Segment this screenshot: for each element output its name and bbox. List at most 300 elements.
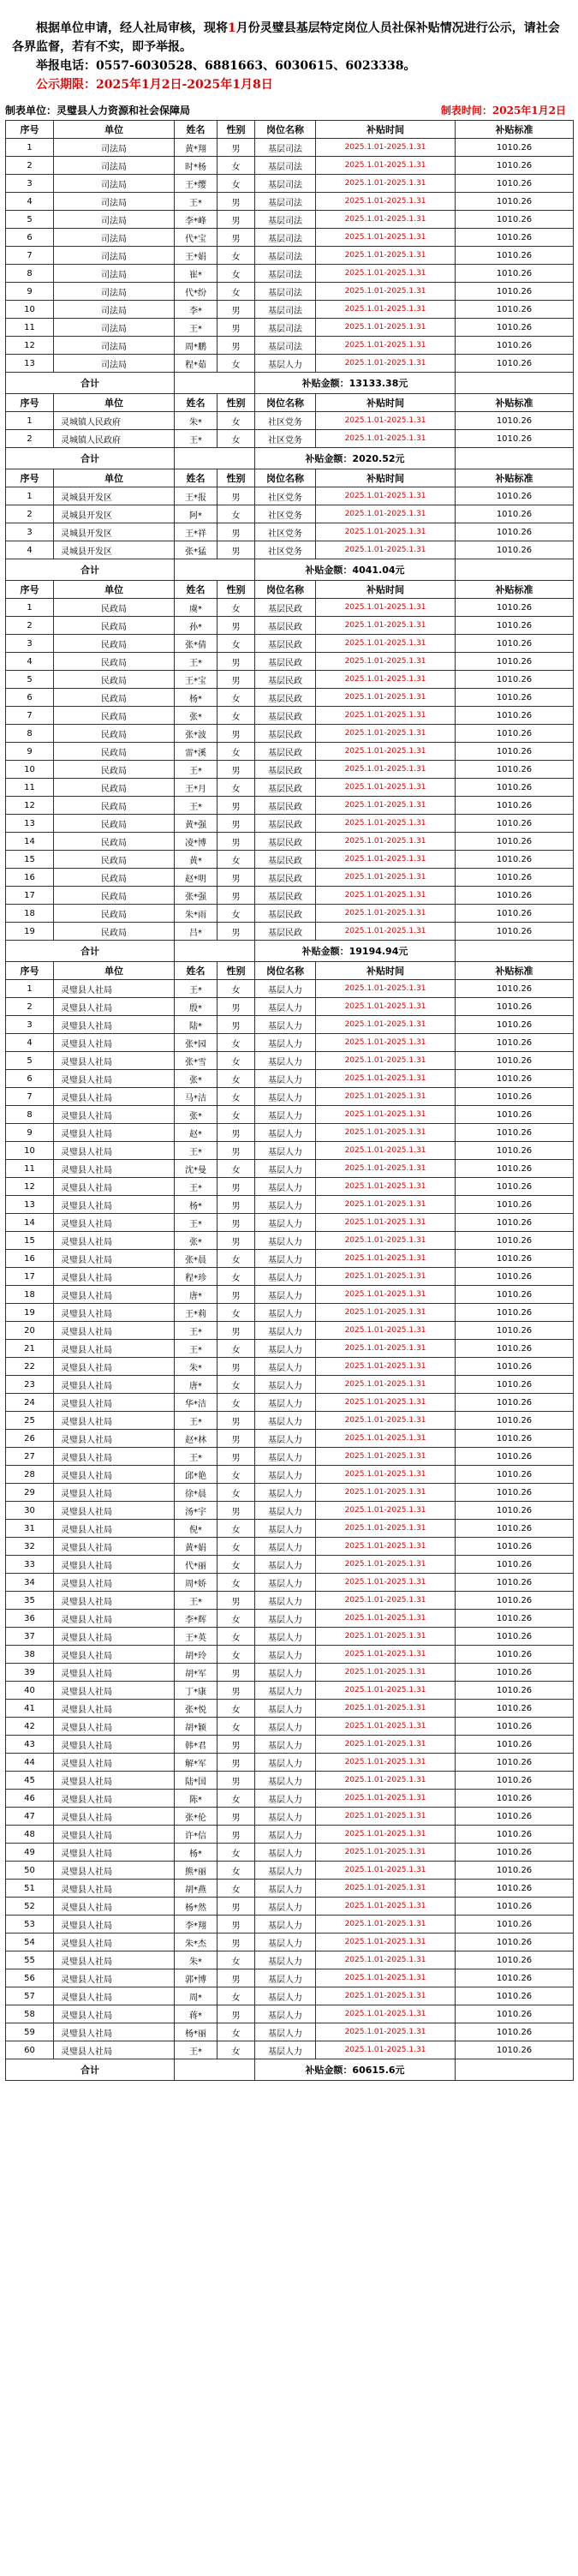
table-row — [6, 779, 574, 797]
table-cell: 6 — [6, 229, 54, 247]
table-cell: 王*月 — [175, 779, 217, 797]
table-cell: 基层人力 — [255, 1070, 316, 1088]
table-cell: 2025.1.01-2025.1.31 — [316, 1124, 456, 1142]
table-cell: 女 — [217, 430, 255, 448]
table-cell: 王* — [175, 2041, 217, 2059]
table-row — [6, 1070, 574, 1088]
table-cell: 司法局 — [54, 355, 175, 373]
table-cell: 基层人力 — [255, 1969, 316, 1987]
table-cell: 1010.26 — [456, 1664, 574, 1682]
table-cell: 女 — [217, 689, 255, 707]
table-cell: 8 — [6, 265, 54, 283]
table-cell: 基层民政 — [255, 725, 316, 743]
table-cell: 1010.26 — [456, 1412, 574, 1430]
table-cell: 2025.1.01-2025.1.31 — [316, 635, 456, 653]
table-cell: 司法局 — [54, 265, 175, 283]
table-cell: 基层人力 — [255, 2005, 316, 2023]
table-row — [6, 887, 574, 905]
total-row — [6, 373, 574, 394]
table-cell: 2025.1.01-2025.1.31 — [316, 815, 456, 833]
table-cell: 13 — [6, 355, 54, 373]
table-cell: 1010.26 — [456, 265, 574, 283]
table-cell: 王*报 — [175, 487, 217, 505]
table-cell: 基层人力 — [255, 355, 316, 373]
table-cell: 男 — [217, 301, 255, 319]
table-cell: 基层人力 — [255, 1610, 316, 1628]
table-row — [6, 1250, 574, 1268]
table-cell: 52 — [6, 1898, 54, 1916]
table-cell: 陆* — [175, 1016, 217, 1034]
table-cell: 1010.26 — [456, 283, 574, 301]
table-cell: 唐* — [175, 1286, 217, 1304]
table-cell: 杨* — [175, 1844, 217, 1862]
table-cell: 灵璧县人社局 — [54, 1106, 175, 1124]
table-cell: 司法局 — [54, 337, 175, 355]
table-row — [6, 761, 574, 779]
table-cell: 女 — [217, 1880, 255, 1898]
table-row — [6, 833, 574, 851]
table-cell: 灵璧县人社局 — [54, 1250, 175, 1268]
table-cell: 基层人力 — [255, 1718, 316, 1736]
table-cell: 女 — [217, 175, 255, 193]
table-cell: 赵*林 — [175, 1430, 217, 1448]
table-cell: 1010.26 — [456, 1754, 574, 1772]
table-cell: 黄* — [175, 851, 217, 869]
table-cell: 社区党务 — [255, 505, 316, 523]
table-cell: 49 — [6, 1844, 54, 1862]
table-cell: 基层司法 — [255, 229, 316, 247]
notice-intro-post: 月份灵璧县基层特定岗位人员社保补贴情况进行公示，请社会各界监督，若有不实，即予举报。 — [12, 21, 560, 54]
table-cell: 基层民政 — [255, 833, 316, 851]
table-cell: 2025.1.01-2025.1.31 — [316, 265, 456, 283]
table-cell: 基层人力 — [255, 1016, 316, 1034]
table-cell: 1010.26 — [456, 1592, 574, 1610]
table-cell: 25 — [6, 1412, 54, 1430]
table-cell: 1010.26 — [456, 355, 574, 373]
table-cell: 1010.26 — [456, 1790, 574, 1808]
table-cell: 40 — [6, 1682, 54, 1700]
table-cell: 代*宝 — [175, 229, 217, 247]
table-cell: 基层人力 — [255, 1358, 316, 1376]
table-cell: 1010.26 — [456, 998, 574, 1016]
table-cell: 民政局 — [54, 761, 175, 779]
table-cell: 男 — [217, 1664, 255, 1682]
table-cell: 社区党务 — [255, 430, 316, 448]
table-cell: 16 — [6, 1250, 54, 1268]
table-cell: 王*祥 — [175, 523, 217, 541]
table-cell: 1010.26 — [456, 1304, 574, 1322]
table-cell: 20 — [6, 1322, 54, 1340]
table-cell: 3 — [6, 175, 54, 193]
table-cell: 黄*娟 — [175, 1538, 217, 1556]
table-cell: 2025.1.01-2025.1.31 — [316, 139, 456, 157]
table-row — [6, 1466, 574, 1484]
column-header: 性别 — [217, 121, 255, 139]
table-cell: 14 — [6, 1214, 54, 1232]
table-cell: 4 — [6, 653, 54, 671]
table-cell: 郭*博 — [175, 1969, 217, 1987]
total-spacer — [456, 373, 574, 394]
table-cell: 陆*国 — [175, 1772, 217, 1790]
table-cell: 2025.1.01-2025.1.31 — [316, 1142, 456, 1160]
table-cell: 灵璧县人社局 — [54, 1340, 175, 1358]
table-cell: 灵璧县人社局 — [54, 1933, 175, 1951]
table-row — [6, 1304, 574, 1322]
table-cell: 1010.26 — [456, 1016, 574, 1034]
table-cell: 灵璧县人社局 — [54, 1124, 175, 1142]
table-cell: 徐*晨 — [175, 1484, 217, 1502]
table-cell: 基层人力 — [255, 1916, 316, 1933]
table-cell: 基层司法 — [255, 265, 316, 283]
table-cell: 5 — [6, 211, 54, 229]
table-cell: 女 — [217, 265, 255, 283]
table-cell: 1010.26 — [456, 193, 574, 211]
table-cell: 19 — [6, 1304, 54, 1322]
table-row — [6, 1610, 574, 1628]
table-cell: 基层人力 — [255, 1502, 316, 1520]
table-cell: 李*翔 — [175, 1916, 217, 1933]
total-row — [6, 941, 574, 962]
table-cell: 39 — [6, 1664, 54, 1682]
table-cell: 灵璧县人社局 — [54, 1070, 175, 1088]
table-cell: 基层司法 — [255, 157, 316, 175]
table-cell: 灵璧县人社局 — [54, 1304, 175, 1322]
table-cell: 灵璧县人社局 — [54, 1160, 175, 1178]
table-cell: 4 — [6, 193, 54, 211]
table-cell: 朱* — [175, 1358, 217, 1376]
table-cell: 灵城县开发区 — [54, 523, 175, 541]
table-cell: 12 — [6, 1178, 54, 1196]
report-phone: 举报电话：0557-6030528、6881663、6030615、6023338。 — [36, 59, 416, 73]
total-spacer — [175, 2059, 255, 2081]
table-cell: 1010.26 — [456, 229, 574, 247]
table-cell: 胡*燕 — [175, 1880, 217, 1898]
table-unit: 制表单位：灵璧县人力资源和社会保障局 — [5, 105, 191, 117]
table-cell: 8 — [6, 725, 54, 743]
table-cell: 邱*艳 — [175, 1466, 217, 1484]
table-cell: 10 — [6, 761, 54, 779]
table-cell: 2025.1.01-2025.1.31 — [316, 833, 456, 851]
table-cell: 38 — [6, 1646, 54, 1664]
column-header: 岗位名称 — [255, 394, 316, 412]
table-cell: 基层人力 — [255, 1268, 316, 1286]
table-cell: 56 — [6, 1969, 54, 1987]
table-row — [6, 743, 574, 761]
table-cell: 司法局 — [54, 301, 175, 319]
column-header: 性别 — [217, 962, 255, 980]
table-cell: 1010.26 — [456, 1646, 574, 1664]
table-cell: 灵璧县人社局 — [54, 1088, 175, 1106]
table-cell: 18 — [6, 905, 54, 923]
table-cell: 2025.1.01-2025.1.31 — [316, 1933, 456, 1951]
table-cell: 代*丽 — [175, 1556, 217, 1574]
table-row — [6, 1268, 574, 1286]
table-row — [6, 1628, 574, 1646]
table-cell: 基层司法 — [255, 319, 316, 337]
column-header: 补贴时间 — [316, 469, 456, 487]
subsidy-table-body — [6, 121, 574, 2081]
table-cell: 基层民政 — [255, 653, 316, 671]
table-cell: 1010.26 — [456, 1034, 574, 1052]
table-cell: 2025.1.01-2025.1.31 — [316, 1034, 456, 1052]
table-cell: 27 — [6, 1448, 54, 1466]
table-cell: 1010.26 — [456, 1628, 574, 1646]
subsidy-table — [5, 120, 574, 2081]
table-cell: 灵璧县人社局 — [54, 1664, 175, 1682]
table-row — [6, 653, 574, 671]
table-cell: 杨*丽 — [175, 2023, 217, 2041]
column-header: 姓名 — [175, 394, 217, 412]
table-cell: 男 — [217, 1754, 255, 1772]
table-cell: 2025.1.01-2025.1.31 — [316, 523, 456, 541]
table-cell: 男 — [217, 1142, 255, 1160]
table-cell: 2025.1.01-2025.1.31 — [316, 487, 456, 505]
table-cell: 1010.26 — [456, 1376, 574, 1394]
table-cell: 2025.1.01-2025.1.31 — [316, 1376, 456, 1394]
table-cell: 基层人力 — [255, 1178, 316, 1196]
table-cell: 民政局 — [54, 653, 175, 671]
table-cell: 2025.1.01-2025.1.31 — [316, 1088, 456, 1106]
table-cell: 2025.1.01-2025.1.31 — [316, 1178, 456, 1196]
table-cell: 基层人力 — [255, 1448, 316, 1466]
table-row — [6, 599, 574, 617]
table-cell: 1010.26 — [456, 2005, 574, 2023]
table-cell: 基层司法 — [255, 211, 316, 229]
table-cell: 灵璧县人社局 — [54, 1268, 175, 1286]
table-cell: 灵城县开发区 — [54, 487, 175, 505]
table-cell: 2025.1.01-2025.1.31 — [316, 869, 456, 887]
table-cell: 灵璧县人社局 — [54, 1772, 175, 1790]
table-cell: 灵璧县人社局 — [54, 1448, 175, 1466]
table-row — [6, 1808, 574, 1826]
table-cell: 灵璧县人社局 — [54, 1196, 175, 1214]
table-cell: 1010.26 — [456, 430, 574, 448]
table-cell: 2025.1.01-2025.1.31 — [316, 1070, 456, 1088]
table-cell: 基层人力 — [255, 1754, 316, 1772]
table-cell: 民政局 — [54, 851, 175, 869]
table-cell: 基层人力 — [255, 1880, 316, 1898]
table-cell: 1010.26 — [456, 1772, 574, 1790]
table-row — [6, 1700, 574, 1718]
table-cell: 2025.1.01-2025.1.31 — [316, 301, 456, 319]
table-cell: 王* — [175, 430, 217, 448]
table-cell: 灵城县开发区 — [54, 505, 175, 523]
table-cell: 基层人力 — [255, 1646, 316, 1664]
table-cell: 9 — [6, 743, 54, 761]
table-row — [6, 355, 574, 373]
table-cell: 灵璧县人社局 — [54, 1969, 175, 1987]
table-cell: 男 — [217, 998, 255, 1016]
table-cell: 基层人力 — [255, 1052, 316, 1070]
table-cell: 男 — [217, 541, 255, 559]
column-header: 姓名 — [175, 469, 217, 487]
table-cell: 2025.1.01-2025.1.31 — [316, 1718, 456, 1736]
table-cell: 女 — [217, 2023, 255, 2041]
table-cell: 基层民政 — [255, 887, 316, 905]
table-cell: 张*园 — [175, 1034, 217, 1052]
table-cell: 灵璧县人社局 — [54, 1178, 175, 1196]
notice-period: 公示期限：2025年1月2日-2025年1月8日 — [36, 78, 273, 92]
table-cell: 灵璧县人社局 — [54, 1880, 175, 1898]
table-cell: 2025.1.01-2025.1.31 — [316, 1448, 456, 1466]
table-cell: 2025.1.01-2025.1.31 — [316, 725, 456, 743]
table-cell: 女 — [217, 412, 255, 430]
table-cell: 基层人力 — [255, 1520, 316, 1538]
table-cell: 陈* — [175, 1790, 217, 1808]
table-row — [6, 725, 574, 743]
table-cell: 基层人力 — [255, 1430, 316, 1448]
table-cell: 灵璧县人社局 — [54, 1628, 175, 1646]
total-row — [6, 559, 574, 581]
table-cell: 2025.1.01-2025.1.31 — [316, 1610, 456, 1628]
table-cell: 男 — [217, 1898, 255, 1916]
table-cell: 李*辉 — [175, 1610, 217, 1628]
table-row — [6, 707, 574, 725]
table-cell: 社区党务 — [255, 523, 316, 541]
table-cell: 王*娟 — [175, 247, 217, 265]
table-cell: 2025.1.01-2025.1.31 — [316, 157, 456, 175]
table-cell: 男 — [217, 1196, 255, 1214]
table-cell: 马*洁 — [175, 1088, 217, 1106]
table-cell: 男 — [217, 725, 255, 743]
table-cell: 男 — [217, 797, 255, 815]
table-row — [6, 635, 574, 653]
table-cell: 男 — [217, 319, 255, 337]
table-cell: 崔* — [175, 265, 217, 283]
table-cell: 灵璧县人社局 — [54, 1951, 175, 1969]
table-cell: 58 — [6, 2005, 54, 2023]
table-cell: 男 — [217, 1916, 255, 1933]
table-cell: 1 — [6, 487, 54, 505]
table-row — [6, 211, 574, 229]
table-cell: 1010.26 — [456, 905, 574, 923]
table-cell: 基层民政 — [255, 851, 316, 869]
table-cell: 29 — [6, 1484, 54, 1502]
table-cell: 1010.26 — [456, 1682, 574, 1700]
notice-header — [0, 0, 578, 94]
column-header: 姓名 — [175, 962, 217, 980]
table-row — [6, 430, 574, 448]
table-cell: 司法局 — [54, 247, 175, 265]
table-cell: 1010.26 — [456, 1826, 574, 1844]
table-cell: 灵璧县人社局 — [54, 1987, 175, 2005]
table-cell: 35 — [6, 1592, 54, 1610]
column-header: 补贴时间 — [316, 581, 456, 599]
table-row — [6, 1286, 574, 1304]
table-cell: 女 — [217, 1052, 255, 1070]
table-cell: 1010.26 — [456, 671, 574, 689]
table-cell: 女 — [217, 1574, 255, 1592]
table-cell: 1010.26 — [456, 1160, 574, 1178]
table-cell: 民政局 — [54, 635, 175, 653]
table-row — [6, 265, 574, 283]
table-cell: 男 — [217, 815, 255, 833]
table-row — [6, 689, 574, 707]
table-cell: 灵璧县人社局 — [54, 1556, 175, 1574]
table-cell: 民政局 — [54, 725, 175, 743]
column-header: 岗位名称 — [255, 469, 316, 487]
table-cell: 男 — [217, 887, 255, 905]
table-cell: 王*英 — [175, 1628, 217, 1646]
table-cell: 48 — [6, 1826, 54, 1844]
table-cell: 张*伦 — [175, 1808, 217, 1826]
table-cell: 基层民政 — [255, 743, 316, 761]
table-cell: 基层人力 — [255, 1736, 316, 1754]
table-cell: 2025.1.01-2025.1.31 — [316, 1160, 456, 1178]
table-cell: 女 — [217, 157, 255, 175]
table-cell: 男 — [217, 1016, 255, 1034]
table-cell: 男 — [217, 1808, 255, 1826]
table-cell: 女 — [217, 1844, 255, 1862]
total-spacer — [456, 559, 574, 581]
table-cell: 司法局 — [54, 283, 175, 301]
table-cell: 女 — [217, 1646, 255, 1664]
table-cell: 基层人力 — [255, 1142, 316, 1160]
table-cell: 47 — [6, 1808, 54, 1826]
table-cell: 张* — [175, 707, 217, 725]
table-cell: 1010.26 — [456, 1700, 574, 1718]
table-cell: 基层人力 — [255, 1376, 316, 1394]
header-row — [6, 469, 574, 487]
table-cell: 基层人力 — [255, 1700, 316, 1718]
table-cell: 男 — [217, 1358, 255, 1376]
table-cell: 2025.1.01-2025.1.31 — [316, 1664, 456, 1682]
column-header: 补贴时间 — [316, 394, 456, 412]
table-cell: 2 — [6, 617, 54, 635]
table-cell: 男 — [217, 1772, 255, 1790]
table-cell: 3 — [6, 1016, 54, 1034]
table-cell: 1010.26 — [456, 247, 574, 265]
table-cell: 唐* — [175, 1376, 217, 1394]
table-cell: 女 — [217, 779, 255, 797]
table-cell: 许*信 — [175, 1826, 217, 1844]
table-row — [6, 1574, 574, 1592]
header-row — [6, 581, 574, 599]
table-cell: 1010.26 — [456, 139, 574, 157]
table-cell: 41 — [6, 1700, 54, 1718]
table-cell: 46 — [6, 1790, 54, 1808]
table-cell: 民政局 — [54, 923, 175, 941]
table-cell: 1010.26 — [456, 1466, 574, 1484]
table-cell: 女 — [217, 1520, 255, 1538]
column-header: 序号 — [6, 121, 54, 139]
table-cell: 民政局 — [54, 599, 175, 617]
table-cell: 基层民政 — [255, 869, 316, 887]
table-cell: 15 — [6, 1232, 54, 1250]
table-cell: 2 — [6, 505, 54, 523]
table-cell: 19 — [6, 923, 54, 941]
table-cell: 基层人力 — [255, 1933, 316, 1951]
table-row — [6, 1124, 574, 1142]
column-header: 序号 — [6, 581, 54, 599]
table-cell: 1010.26 — [456, 1088, 574, 1106]
table-cell: 基层人力 — [255, 1484, 316, 1502]
table-cell: 女 — [217, 283, 255, 301]
column-header: 岗位名称 — [255, 121, 316, 139]
table-cell: 2025.1.01-2025.1.31 — [316, 1556, 456, 1574]
table-row — [6, 1322, 574, 1340]
table-cell: 2025.1.01-2025.1.31 — [316, 1340, 456, 1358]
table-cell: 灵璧县人社局 — [54, 1322, 175, 1340]
table-row — [6, 1646, 574, 1664]
table-cell: 1 — [6, 599, 54, 617]
table-cell: 女 — [217, 599, 255, 617]
table-cell: 2025.1.01-2025.1.31 — [316, 1322, 456, 1340]
table-cell: 2025.1.01-2025.1.31 — [316, 851, 456, 869]
table-cell: 女 — [217, 1987, 255, 2005]
table-cell: 1010.26 — [456, 1951, 574, 1969]
total-label: 合计 — [6, 559, 175, 581]
